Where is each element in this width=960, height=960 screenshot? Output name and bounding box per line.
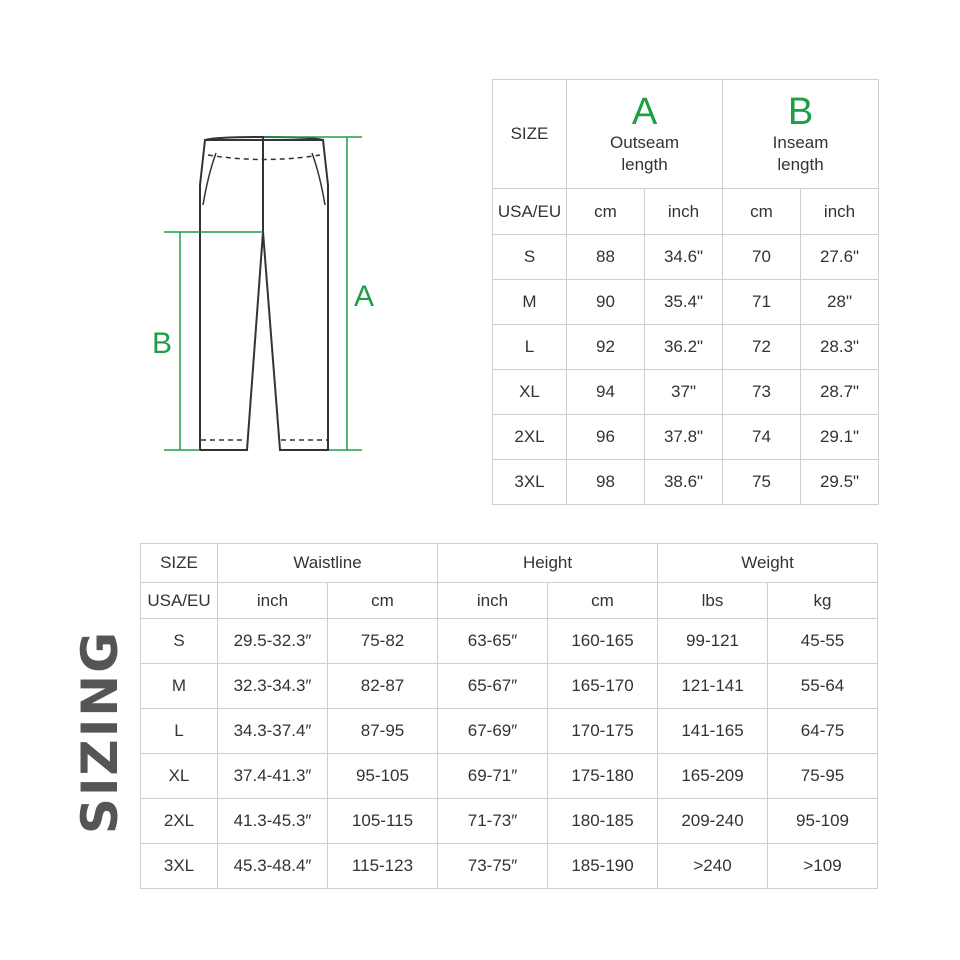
label-b: B [151,327,173,360]
body-units-row [141,583,878,619]
table-cell: 92 [567,325,645,370]
table-cell: 121-141 [658,664,768,709]
table-row [141,754,878,799]
table-cell: 175-180 [548,754,658,799]
table-cell: 3XL [493,460,567,505]
outseam-header [567,80,723,189]
table-cell: 95-109 [768,799,878,844]
table-cell: 105-115 [328,799,438,844]
table-cell: 55-64 [768,664,878,709]
table-cell: L [493,325,567,370]
outseam-label-1: Outseam [610,133,679,152]
table-cell: 74 [723,415,801,460]
table-cell: 3XL [141,844,218,889]
table-cell: 98 [567,460,645,505]
table-cell: 90 [567,280,645,325]
table-row [493,415,879,460]
table-cell: 28.3" [801,325,879,370]
table-cell: 141-165 [658,709,768,754]
table-cell: 71-73″ [438,799,548,844]
table-row [141,844,878,889]
outseam-label-2: length [621,155,668,174]
table-row [141,799,878,844]
measurement-units-row [493,189,879,235]
table-cell: 27.6" [801,235,879,280]
table-cell: 64-75 [768,709,878,754]
table-row [493,460,879,505]
outseam-letter: A [631,91,658,133]
table-cell: 63-65″ [438,619,548,664]
table-cell: 32.3-34.3″ [218,664,328,709]
table-cell: 180-185 [548,799,658,844]
table-cell: >240 [658,844,768,889]
inseam-label-2: length [777,155,824,174]
table-cell: 88 [567,235,645,280]
inseam-letter: B [787,91,814,133]
table-row [493,235,879,280]
table-cell: 94 [567,370,645,415]
table-cell: 75-82 [328,619,438,664]
table-row [493,325,879,370]
table-cell: XL [493,370,567,415]
table-cell: 38.6" [645,460,723,505]
measure-line-a [264,137,362,450]
table-cell: 41.3-45.3″ [218,799,328,844]
table-row [141,619,878,664]
unit-cell: inch [218,583,328,619]
table-cell: 29.1" [801,415,879,460]
table-cell: >109 [768,844,878,889]
pants-diagram [140,120,380,465]
table-cell: 29.5-32.3″ [218,619,328,664]
unit-cell: inch [801,189,879,235]
table-cell: 75-95 [768,754,878,799]
table-cell: 72 [723,325,801,370]
unit-cell: inch [438,583,548,619]
table-cell: 65-67″ [438,664,548,709]
unit-cell: cm [723,189,801,235]
table-cell: S [141,619,218,664]
table-cell: 28.7" [801,370,879,415]
unit-cell: USA/EU [493,189,567,235]
unit-cell: cm [328,583,438,619]
table-cell: 71 [723,280,801,325]
table-row [493,280,879,325]
table-cell: 87-95 [328,709,438,754]
table-cell: 34.3-37.4″ [218,709,328,754]
table-cell: 96 [567,415,645,460]
unit-cell: cm [567,189,645,235]
table-cell: S [493,235,567,280]
table-cell: L [141,709,218,754]
table-cell: XL [141,754,218,799]
table-cell: 2XL [141,799,218,844]
table-row [141,664,878,709]
table-cell: 45.3-48.4″ [218,844,328,889]
measure-line-b [164,232,263,450]
table-cell: 67-69″ [438,709,548,754]
label-a: A [353,280,375,313]
table-cell: 165-209 [658,754,768,799]
table-cell: 37.4-41.3″ [218,754,328,799]
table-cell: 115-123 [328,844,438,889]
table-cell: 2XL [493,415,567,460]
table-cell: 99-121 [658,619,768,664]
height-header: Height [438,544,658,583]
table-cell: 35.4" [645,280,723,325]
table-cell: 45-55 [768,619,878,664]
table-cell: M [493,280,567,325]
inseam-header [723,80,879,189]
body-header-row [141,544,878,583]
table-cell: 34.6" [645,235,723,280]
table-cell: 209-240 [658,799,768,844]
table-cell: 70 [723,235,801,280]
table-cell: 37" [645,370,723,415]
body-size-table [140,543,878,889]
unit-cell: cm [548,583,658,619]
table-row [141,709,878,754]
size-header: SIZE [141,544,218,583]
measurement-header-row [493,80,879,189]
unit-cell: kg [768,583,878,619]
table-cell: 69-71″ [438,754,548,799]
pants-outline [200,137,328,450]
table-cell: 185-190 [548,844,658,889]
inseam-label-1: Inseam [772,133,829,152]
table-cell: M [141,664,218,709]
table-cell: 95-105 [328,754,438,799]
size-header: SIZE [493,80,567,189]
table-cell: 165-170 [548,664,658,709]
table-cell: 37.8" [645,415,723,460]
table-row [493,370,879,415]
table-cell: 36.2" [645,325,723,370]
unit-cell: lbs [658,583,768,619]
table-cell: 29.5" [801,460,879,505]
waistline-header: Waistline [218,544,438,583]
table-cell: 160-165 [548,619,658,664]
table-cell: 73-75″ [438,844,548,889]
table-cell: 75 [723,460,801,505]
measurement-table [492,79,879,505]
table-cell: 170-175 [548,709,658,754]
table-cell: 28" [801,280,879,325]
table-cell: 73 [723,370,801,415]
weight-header: Weight [658,544,878,583]
unit-cell: inch [645,189,723,235]
table-cell: 82-87 [328,664,438,709]
unit-cell: USA/EU [141,583,218,619]
sizing-title: SIZING [71,629,129,835]
